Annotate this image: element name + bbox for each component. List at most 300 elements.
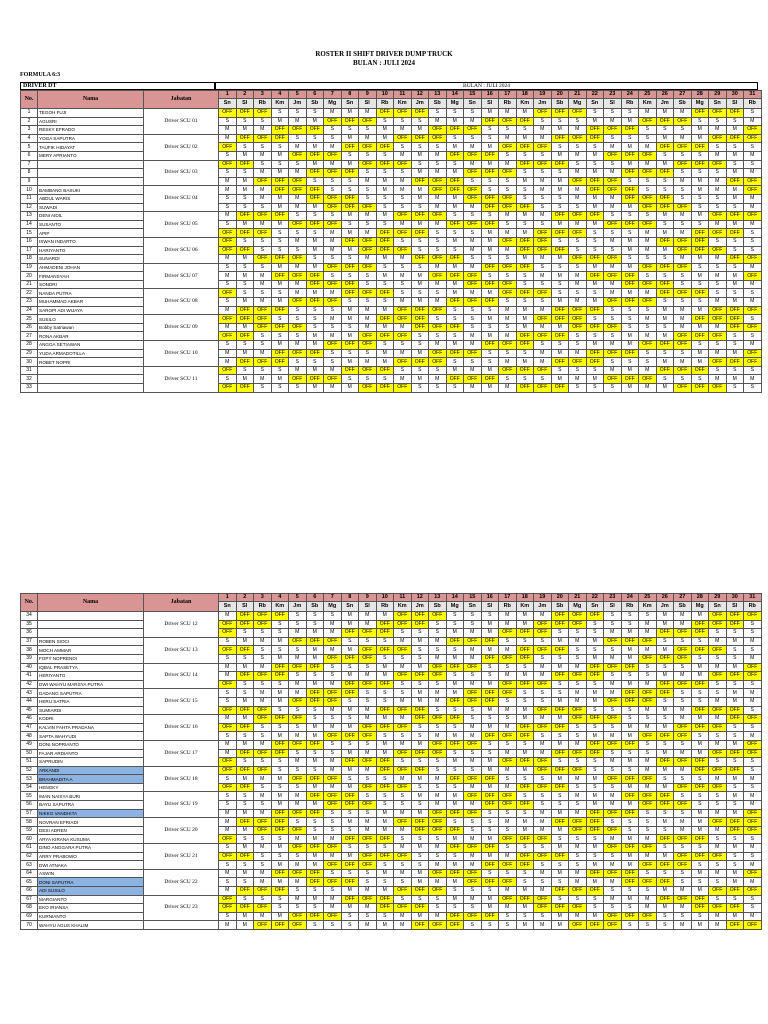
- shift-cell: S: [481, 818, 499, 827]
- shift-cell: S: [709, 835, 727, 844]
- shift-cell: M: [674, 612, 692, 621]
- shift-cell: M: [464, 237, 482, 246]
- row-number: 36: [21, 629, 38, 638]
- driver-name: DENI AIDIL: [38, 212, 144, 221]
- shift-cell: S: [464, 749, 482, 758]
- shift-cell: OFF: [306, 298, 324, 307]
- shift-cell: S: [464, 134, 482, 143]
- shift-cell: S: [359, 844, 377, 853]
- shift-cell: OFF: [516, 861, 534, 870]
- shift-cell: M: [359, 306, 377, 315]
- shift-cell: S: [219, 861, 237, 870]
- shift-cell: S: [429, 646, 447, 655]
- shift-cell: M: [464, 783, 482, 792]
- shift-cell: OFF: [691, 229, 709, 238]
- shift-cell: M: [709, 663, 727, 672]
- row-number: 41: [21, 672, 38, 681]
- shift-cell: OFF: [604, 126, 622, 135]
- shift-cell: OFF: [709, 620, 727, 629]
- shift-cell: M: [569, 375, 587, 384]
- table-row: [21, 263, 762, 272]
- shift-cell: OFF: [236, 306, 254, 315]
- shift-cell: M: [639, 629, 657, 638]
- shift-cell: OFF: [394, 306, 412, 315]
- shift-cell: M: [639, 895, 657, 904]
- jabatan-cell: Driver SCU 21: [144, 844, 219, 870]
- table-row: [21, 160, 762, 169]
- shift-cell: M: [289, 169, 307, 178]
- shift-cell: M: [481, 904, 499, 913]
- table-row: [21, 366, 762, 375]
- shift-cell: M: [621, 203, 639, 212]
- shift-cell: M: [219, 177, 237, 186]
- shift-cell: S: [359, 194, 377, 203]
- shift-cell: S: [551, 169, 569, 178]
- shift-cell: OFF: [271, 212, 289, 221]
- shift-cell: S: [429, 706, 447, 715]
- shift-cell: S: [709, 861, 727, 870]
- shift-cell: S: [236, 878, 254, 887]
- shift-cell: M: [674, 358, 692, 367]
- shift-cell: S: [586, 680, 604, 689]
- shift-cell: S: [569, 246, 587, 255]
- shift-cell: M: [481, 384, 499, 393]
- shift-cell: OFF: [621, 689, 639, 698]
- shift-cell: OFF: [656, 792, 674, 801]
- shift-cell: M: [254, 349, 272, 358]
- shift-cell: M: [621, 384, 639, 393]
- shift-cell: M: [236, 375, 254, 384]
- shift-cell: M: [289, 194, 307, 203]
- shift-cell: M: [621, 117, 639, 126]
- shift-cell: M: [674, 306, 692, 315]
- shift-cell: OFF: [726, 109, 744, 118]
- shift-cell: OFF: [551, 749, 569, 758]
- shift-cell: M: [744, 912, 762, 921]
- shift-cell: S: [464, 620, 482, 629]
- shift-cell: S: [236, 237, 254, 246]
- shift-cell: S: [429, 332, 447, 341]
- row-number: 49: [21, 740, 38, 749]
- shift-cell: M: [446, 680, 464, 689]
- shift-cell: OFF: [376, 723, 394, 732]
- date-header: 12: [411, 594, 429, 602]
- shift-cell: S: [709, 263, 727, 272]
- shift-cell: S: [726, 629, 744, 638]
- shift-cell: OFF: [621, 220, 639, 229]
- shift-cell: OFF: [586, 887, 604, 896]
- shift-cell: M: [359, 212, 377, 221]
- shift-cell: OFF: [394, 315, 412, 324]
- shift-cell: S: [341, 220, 359, 229]
- shift-cell: M: [306, 895, 324, 904]
- shift-cell: M: [306, 801, 324, 810]
- shift-cell: OFF: [464, 740, 482, 749]
- shift-cell: OFF: [324, 194, 342, 203]
- shift-cell: OFF: [359, 160, 377, 169]
- row-number: 33: [21, 384, 38, 393]
- shift-cell: S: [289, 109, 307, 118]
- shift-cell: M: [411, 186, 429, 195]
- date-header: 18: [516, 91, 534, 99]
- shift-cell: OFF: [709, 646, 727, 655]
- shift-cell: S: [341, 921, 359, 930]
- shift-cell: M: [674, 818, 692, 827]
- shift-cell: M: [324, 852, 342, 861]
- shift-cell: OFF: [516, 654, 534, 663]
- day-header: Mg: [569, 99, 587, 109]
- shift-cell: M: [254, 194, 272, 203]
- day-header: Rb: [744, 602, 762, 612]
- shift-cell: S: [394, 289, 412, 298]
- shift-cell: OFF: [324, 203, 342, 212]
- shift-cell: S: [359, 697, 377, 706]
- shift-cell: M: [324, 109, 342, 118]
- shift-cell: S: [446, 134, 464, 143]
- driver-name: HERU SATRIA: [38, 697, 144, 706]
- shift-cell: S: [604, 612, 622, 621]
- shift-cell: OFF: [289, 697, 307, 706]
- shift-cell: M: [376, 715, 394, 724]
- shift-cell: S: [236, 801, 254, 810]
- shift-cell: S: [376, 732, 394, 741]
- shift-cell: OFF: [394, 852, 412, 861]
- shift-cell: OFF: [604, 151, 622, 160]
- day-header: Rb: [499, 602, 517, 612]
- shift-cell: S: [516, 637, 534, 646]
- shift-cell: M: [306, 732, 324, 741]
- shift-cell: S: [604, 229, 622, 238]
- shift-cell: OFF: [499, 366, 517, 375]
- shift-cell: OFF: [639, 637, 657, 646]
- shift-cell: S: [639, 749, 657, 758]
- shift-cell: M: [516, 904, 534, 913]
- shift-cell: OFF: [534, 766, 552, 775]
- shift-cell: S: [289, 306, 307, 315]
- shift-cell: S: [604, 749, 622, 758]
- shift-cell: OFF: [499, 758, 517, 767]
- shift-cell: OFF: [604, 697, 622, 706]
- shift-cell: OFF: [726, 749, 744, 758]
- shift-cell: M: [394, 663, 412, 672]
- shift-cell: M: [289, 237, 307, 246]
- shift-cell: S: [341, 375, 359, 384]
- shift-cell: M: [324, 706, 342, 715]
- shift-cell: OFF: [551, 887, 569, 896]
- shift-cell: S: [341, 869, 359, 878]
- shift-cell: M: [516, 620, 534, 629]
- shift-cell: M: [656, 332, 674, 341]
- shift-cell: S: [656, 697, 674, 706]
- shift-cell: OFF: [376, 109, 394, 118]
- shift-cell: OFF: [236, 904, 254, 913]
- shift-cell: M: [516, 212, 534, 221]
- shift-cell: M: [744, 220, 762, 229]
- shift-cell: S: [271, 109, 289, 118]
- shift-cell: S: [656, 826, 674, 835]
- shift-cell: M: [446, 895, 464, 904]
- shift-cell: M: [586, 280, 604, 289]
- shift-cell: S: [534, 298, 552, 307]
- shift-cell: OFF: [254, 229, 272, 238]
- shift-cell: S: [744, 783, 762, 792]
- shift-cell: OFF: [394, 134, 412, 143]
- shift-cell: OFF: [446, 809, 464, 818]
- shift-cell: S: [236, 263, 254, 272]
- shift-cell: OFF: [359, 263, 377, 272]
- date-header: 2: [236, 594, 254, 602]
- shift-cell: S: [656, 775, 674, 784]
- shift-cell: M: [569, 298, 587, 307]
- shift-cell: M: [429, 117, 447, 126]
- driver-name: BAMBANG BASUKI: [38, 186, 144, 195]
- shift-cell: M: [341, 160, 359, 169]
- shift-cell: M: [569, 186, 587, 195]
- shift-cell: S: [446, 766, 464, 775]
- shift-cell: OFF: [411, 109, 429, 118]
- shift-cell: OFF: [411, 887, 429, 896]
- shift-cell: M: [429, 775, 447, 784]
- day-header: Sl: [359, 602, 377, 612]
- shift-cell: M: [359, 323, 377, 332]
- table-row: [21, 203, 762, 212]
- shift-cell: S: [359, 689, 377, 698]
- shift-cell: OFF: [604, 912, 622, 921]
- shift-cell: S: [254, 160, 272, 169]
- shift-cell: OFF: [236, 229, 254, 238]
- table-row: [21, 912, 762, 921]
- shift-cell: OFF: [551, 818, 569, 827]
- shift-cell: OFF: [516, 237, 534, 246]
- shift-cell: M: [551, 663, 569, 672]
- shift-cell: S: [429, 680, 447, 689]
- shift-cell: S: [359, 878, 377, 887]
- shift-cell: OFF: [236, 212, 254, 221]
- shift-cell: OFF: [656, 895, 674, 904]
- shift-cell: OFF: [499, 280, 517, 289]
- shift-cell: M: [744, 861, 762, 870]
- shift-cell: M: [271, 263, 289, 272]
- shift-cell: M: [674, 315, 692, 324]
- shift-cell: M: [674, 109, 692, 118]
- shift-cell: S: [254, 246, 272, 255]
- shift-cell: OFF: [516, 646, 534, 655]
- shift-cell: OFF: [639, 654, 657, 663]
- shift-cell: M: [516, 706, 534, 715]
- shift-cell: OFF: [236, 246, 254, 255]
- shift-cell: S: [464, 826, 482, 835]
- shift-cell: S: [289, 749, 307, 758]
- shift-cell: M: [446, 143, 464, 152]
- shift-cell: M: [656, 384, 674, 393]
- shift-cell: OFF: [359, 861, 377, 870]
- shift-cell: S: [691, 912, 709, 921]
- shift-cell: S: [516, 280, 534, 289]
- shift-cell: M: [289, 629, 307, 638]
- driver-name: YOGA SAPUTRA: [38, 134, 144, 143]
- shift-cell: M: [481, 229, 499, 238]
- shift-cell: OFF: [744, 672, 762, 681]
- shift-cell: OFF: [534, 852, 552, 861]
- shift-cell: M: [691, 358, 709, 367]
- shift-cell: OFF: [254, 177, 272, 186]
- shift-cell: OFF: [499, 341, 517, 350]
- shift-cell: OFF: [516, 852, 534, 861]
- shift-cell: OFF: [429, 177, 447, 186]
- shift-cell: S: [516, 809, 534, 818]
- shift-cell: OFF: [744, 177, 762, 186]
- shift-cell: S: [674, 220, 692, 229]
- shift-cell: OFF: [674, 723, 692, 732]
- shift-cell: S: [709, 237, 727, 246]
- shift-cell: S: [464, 306, 482, 315]
- shift-cell: M: [324, 229, 342, 238]
- shift-cell: S: [691, 637, 709, 646]
- day-header: Rb: [499, 99, 517, 109]
- date-header: 12: [411, 91, 429, 99]
- shift-cell: S: [429, 783, 447, 792]
- shift-cell: M: [621, 895, 639, 904]
- shift-cell: M: [604, 280, 622, 289]
- shift-cell: OFF: [709, 904, 727, 913]
- shift-cell: S: [534, 203, 552, 212]
- shift-cell: OFF: [709, 384, 727, 393]
- driver-name: DONI NOPRIANTO: [38, 740, 144, 749]
- shift-cell: OFF: [481, 194, 499, 203]
- shift-cell: OFF: [551, 766, 569, 775]
- shift-cell: S: [499, 697, 517, 706]
- shift-cell: S: [306, 315, 324, 324]
- shift-cell: M: [289, 835, 307, 844]
- shift-cell: M: [551, 697, 569, 706]
- shift-cell: M: [656, 672, 674, 681]
- shift-cell: S: [604, 384, 622, 393]
- shift-cell: M: [446, 194, 464, 203]
- shift-cell: S: [691, 220, 709, 229]
- shift-cell: M: [621, 654, 639, 663]
- shift-cell: S: [254, 852, 272, 861]
- shift-cell: M: [604, 289, 622, 298]
- shift-cell: M: [306, 646, 324, 655]
- shift-cell: OFF: [429, 126, 447, 135]
- shift-cell: OFF: [551, 646, 569, 655]
- shift-cell: M: [604, 629, 622, 638]
- shift-cell: M: [621, 835, 639, 844]
- table-row: [21, 766, 762, 775]
- shift-cell: OFF: [306, 194, 324, 203]
- row-number: 12: [21, 203, 38, 212]
- shift-cell: OFF: [551, 672, 569, 681]
- shift-cell: S: [534, 151, 552, 160]
- shift-cell: M: [236, 912, 254, 921]
- shift-cell: OFF: [569, 904, 587, 913]
- shift-cell: M: [236, 697, 254, 706]
- shift-cell: OFF: [236, 134, 254, 143]
- shift-cell: M: [621, 160, 639, 169]
- shift-cell: S: [639, 887, 657, 896]
- shift-cell: M: [306, 366, 324, 375]
- shift-cell: M: [726, 663, 744, 672]
- shift-cell: S: [236, 792, 254, 801]
- shift-cell: OFF: [306, 740, 324, 749]
- date-header: 22: [586, 594, 604, 602]
- shift-cell: M: [656, 212, 674, 221]
- shift-cell: OFF: [411, 620, 429, 629]
- shift-cell: S: [464, 766, 482, 775]
- shift-cell: OFF: [236, 384, 254, 393]
- shift-cell: S: [726, 289, 744, 298]
- shift-cell: S: [219, 697, 237, 706]
- shift-cell: S: [586, 723, 604, 732]
- shift-cell: M: [341, 229, 359, 238]
- shift-cell: M: [324, 332, 342, 341]
- shift-cell: M: [429, 298, 447, 307]
- row-number: 26: [21, 323, 38, 332]
- driver-name: [38, 612, 144, 621]
- shift-cell: OFF: [499, 792, 517, 801]
- shift-cell: S: [306, 255, 324, 264]
- shift-cell: S: [271, 160, 289, 169]
- shift-cell: M: [481, 315, 499, 324]
- table-row: [21, 732, 762, 741]
- shift-cell: S: [446, 852, 464, 861]
- shift-cell: M: [464, 263, 482, 272]
- date-header: 26: [656, 594, 674, 602]
- shift-cell: OFF: [569, 177, 587, 186]
- shift-cell: S: [674, 126, 692, 135]
- shift-cell: M: [516, 826, 534, 835]
- shift-cell: S: [289, 246, 307, 255]
- roster-title: ROSTER II SHIFT DRIVER DUMP TRUCK: [315, 50, 453, 58]
- shift-cell: OFF: [341, 861, 359, 870]
- shift-cell: OFF: [499, 878, 517, 887]
- shift-cell: S: [534, 775, 552, 784]
- shift-cell: M: [621, 366, 639, 375]
- shift-cell: S: [411, 341, 429, 350]
- shift-cell: S: [656, 740, 674, 749]
- shift-cell: S: [481, 212, 499, 221]
- day-header: Rb: [254, 99, 272, 109]
- shift-cell: S: [551, 654, 569, 663]
- day-header: Jm: [534, 99, 552, 109]
- shift-cell: S: [569, 895, 587, 904]
- shift-cell: M: [569, 280, 587, 289]
- shift-cell: S: [376, 878, 394, 887]
- date-header: 4: [271, 91, 289, 99]
- shift-cell: M: [271, 775, 289, 784]
- shift-cell: M: [586, 801, 604, 810]
- shift-cell: M: [376, 612, 394, 621]
- shift-cell: OFF: [639, 775, 657, 784]
- shift-cell: OFF: [236, 109, 254, 118]
- row-number: 50: [21, 749, 38, 758]
- shift-cell: M: [306, 117, 324, 126]
- shift-cell: OFF: [289, 186, 307, 195]
- shift-cell: OFF: [569, 672, 587, 681]
- shift-cell: M: [656, 723, 674, 732]
- shift-cell: S: [271, 895, 289, 904]
- shift-cell: M: [709, 298, 727, 307]
- shift-cell: OFF: [534, 680, 552, 689]
- shift-cell: OFF: [639, 194, 657, 203]
- shift-cell: S: [394, 654, 412, 663]
- table-row: [21, 775, 762, 784]
- shift-cell: S: [551, 237, 569, 246]
- shift-cell: S: [551, 861, 569, 870]
- shift-cell: S: [499, 375, 517, 384]
- shift-cell: S: [726, 117, 744, 126]
- shift-cell: S: [254, 861, 272, 870]
